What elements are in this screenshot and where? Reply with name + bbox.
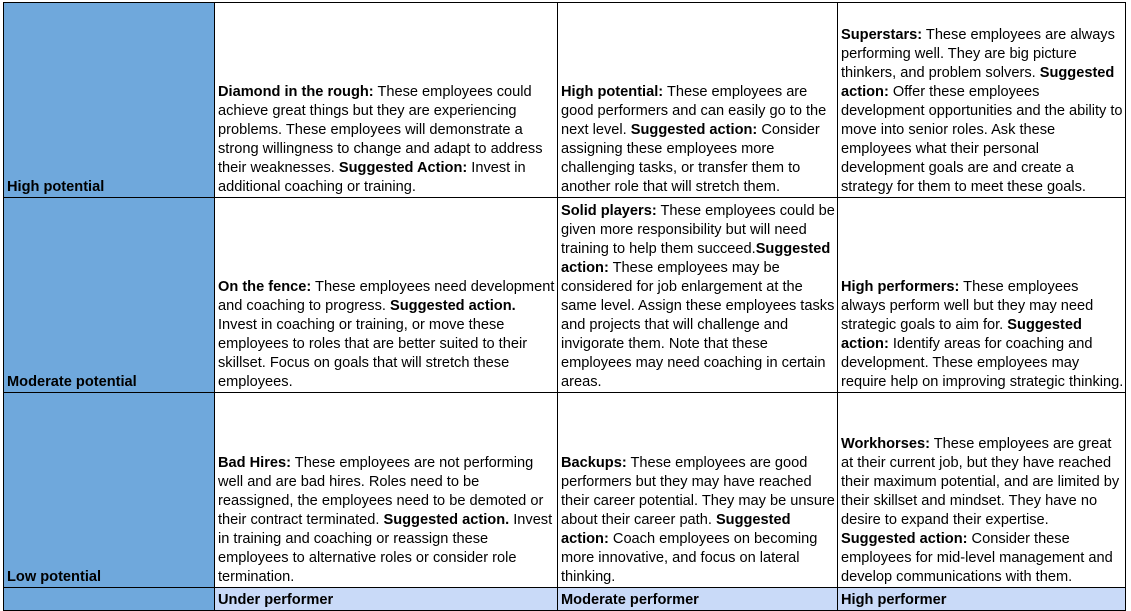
cell-action-text: Consider assigning these employees more challenging tasks, or transfer them to another role that will stretch them. [561, 122, 820, 195]
cell-action-label: Suggested action. [390, 298, 516, 314]
row-label: Low potential [4, 393, 215, 588]
grid-cell [215, 3, 558, 198]
nine-box-grid [3, 2, 1126, 611]
row-high-potential [4, 3, 1126, 198]
cell-action-label: Suggested action: [561, 512, 791, 547]
cell-action-label: Suggested action: [841, 317, 1082, 352]
grid-cell [215, 393, 558, 588]
cell-action-text: Consider these employees for mid-level management and develop communications with them. [841, 531, 1113, 585]
cell-text: These employees always perform well but they may need strategic goals to aim for. [841, 279, 1094, 333]
cell-action-text: Coach employees on becoming more innovative, and focus on lateral thinking. [561, 531, 818, 585]
cell-action-label: Suggested action. [383, 512, 510, 528]
row-low-potential [4, 393, 1126, 588]
corner-cell [4, 588, 215, 611]
grid-cell [215, 198, 558, 393]
cell-title: High performers: [841, 279, 960, 295]
row-moderate-potential [4, 198, 1126, 393]
cell-action-label: Suggested action: [841, 65, 1115, 100]
grid-cell [558, 393, 838, 588]
cell-title: Workhorses: [841, 436, 930, 452]
cell-action-label: Suggested action: [841, 531, 968, 547]
cell-title: Bad Hires: [218, 455, 291, 471]
cell-action-text: Invest in additional coaching or training. [218, 160, 526, 195]
cell-action-text: Invest in training and coaching or reassign these employees to alternative roles or consider role termination. [218, 512, 553, 585]
grid-cell [838, 393, 1126, 588]
cell-text: These employees are not performing well and are bad hires. Roles need to be reassigned, the employees need to be demoted or their contract terminated. [218, 455, 544, 528]
cell-title: Diamond in the rough: [218, 84, 374, 100]
cell-text: These employees need development and coaching to progress. [218, 279, 555, 314]
cell-title: Superstars: [841, 27, 923, 43]
cell-text: These employees are always performing well. They are big picture thinkers, and problem solvers. [841, 27, 1115, 81]
column-label: Under performer [215, 588, 558, 611]
cell-action-text: Offer these employees development opportunities and the ability to move into senior roles. Ask these employees what their personal development goals are and create a strategy for them to meet these goals. [841, 84, 1123, 195]
cell-title: Backups: [561, 455, 627, 471]
cell-action-text: These employees may be considered for job enlargement at the same level. Assign these employees tasks and projects that will challenge and invigorate them. Note that these employees may need coaching in certain areas. [561, 260, 835, 390]
row-label: High potential [4, 3, 215, 198]
cell-text: These employees are good performers but they may have reached their career potential. They may be unsure about their career path. [561, 455, 835, 528]
grid-cell [838, 3, 1126, 198]
cell-action-label: Suggested Action: [338, 160, 468, 176]
cell-title: On the fence: [218, 279, 312, 295]
column-label: Moderate performer [558, 588, 838, 611]
grid-cell [558, 198, 838, 393]
cell-action-label: Suggested action: [630, 122, 758, 138]
cell-text: These employees are great at their current job, but they have reached their maximum potential, and are limited by their skillset and mindset. They have no desire to expand their expertise. [841, 436, 1120, 528]
column-label: High performer [838, 588, 1126, 611]
grid-cell [838, 198, 1126, 393]
grid-cell [558, 3, 838, 198]
cell-title: High potential: [561, 84, 664, 100]
cell-title: Solid players: [561, 203, 657, 219]
cell-text: These employees could be given more responsibility but will need training to help them succeed. [561, 203, 835, 257]
cell-action-text: Identify areas for coaching and development. These employees may require help on improving strategic thinking. [841, 336, 1124, 390]
cell-text: These employees are good performers and can easily go to the next level. [561, 84, 827, 138]
cell-text: These employees could achieve great things but they are experiencing problems. These employees will demonstrate a strong willingness to change and adapt to address their weaknesses. [218, 84, 543, 176]
cell-action-text: Invest in coaching or training, or move these employees to roles that are better suited to their skillset. Focus on goals that will stretch these employees. [218, 317, 528, 390]
column-header-row [4, 588, 1126, 611]
cell-action-label: Suggested action: [561, 241, 831, 276]
row-label: Moderate potential [4, 198, 215, 393]
